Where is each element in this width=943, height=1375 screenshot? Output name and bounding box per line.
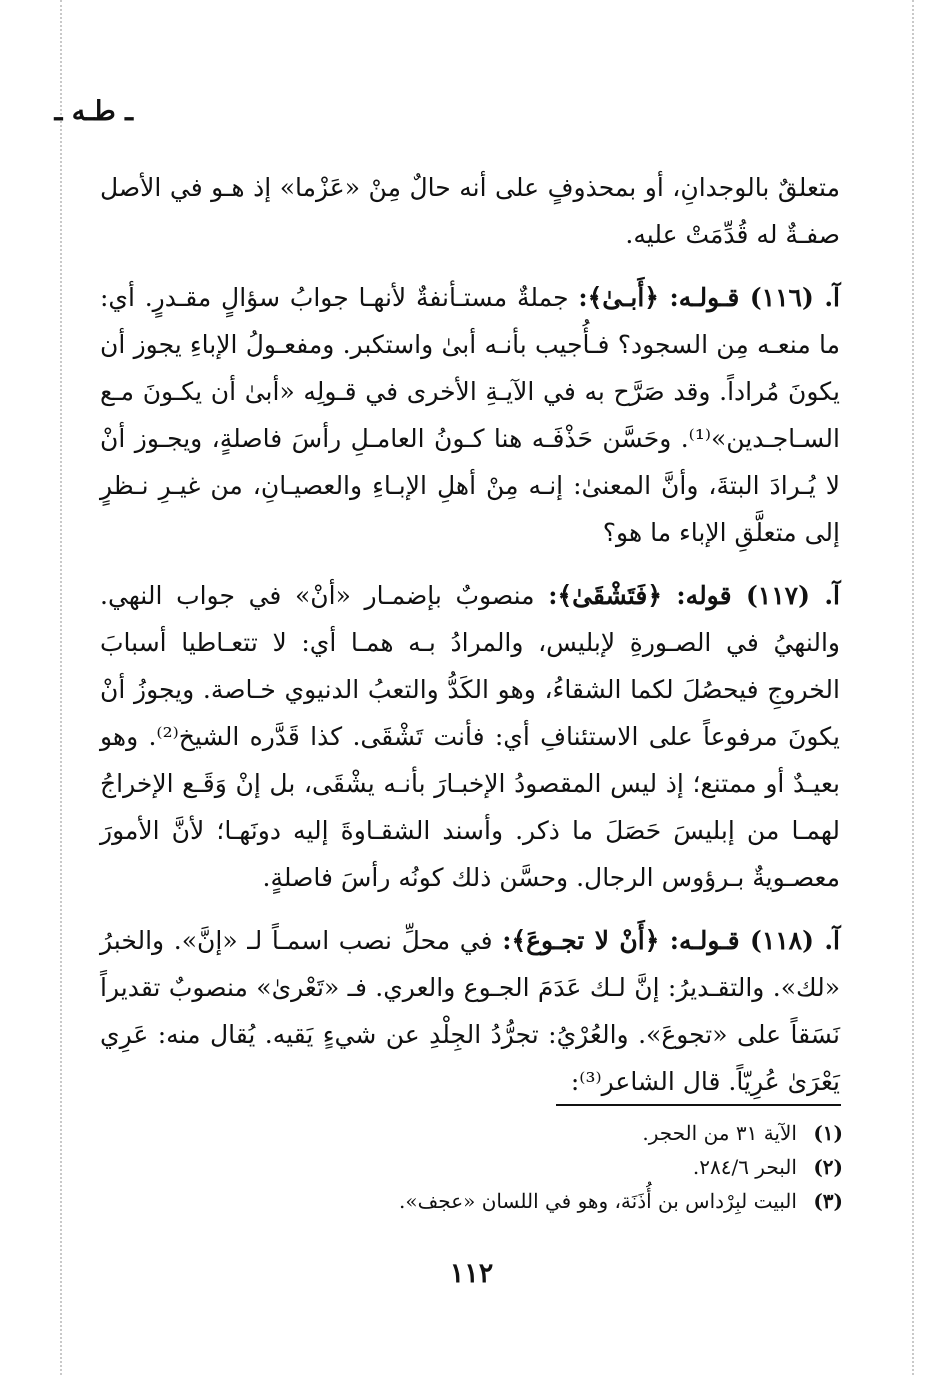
footnote-divider: [556, 1104, 841, 1106]
verse-heading: آ. (١١٦) قـولـه: ﴿أَبـىٰ﴾:: [578, 283, 841, 312]
paragraph-verse-116: [100, 274, 840, 556]
paragraph-verse-118: [100, 917, 840, 1105]
running-header: ـ طـه ـ: [54, 96, 133, 127]
footnote-item: [243, 1150, 843, 1184]
paragraph-text: جملةٌ مستـأنفةٌ لأنهـا جوابُ سؤالٍ مقـدرٍ. أي: ما منعـه مِن السجود؟ فـأُجيب بأنـه أبىٰ واستكبر. ومفعـولُ الإباءِ يجوز أن يكونَ مُراداً. وقد صَرَّح به في الآيـةِ الأخرى في قـولِه «أبىٰ أن يكـونَ مـع السـاجـدين»⁽¹⁾. وحَسَّن حَذْفَـه هنا كـونُ العامـلِ رأسَ فاصلةٍ، ويجـوز أنْ لا يُـرادَ البتةَ، وأنَّ المعنىٰ: إنـه مِنْ أهلِ الإبـاءِ والعصيـانِ، من غيـرِ نـظرٍ إلى متعلَّقِ الإباء ما هو؟: [100, 283, 840, 547]
paragraph-intro: [100, 164, 840, 258]
paragraph-verse-117: [100, 572, 840, 901]
footnote-number: (٣): [813, 1189, 843, 1213]
scan-edge-left: [60, 0, 62, 1375]
footnote-text: الآية ٣١ من الحجر.: [642, 1121, 797, 1145]
footnote-item: [243, 1116, 843, 1150]
footnote-text: البيت لبِرْداس بن أُذَنَة، وهو في اللسان «عجف».: [399, 1189, 797, 1213]
footnotes: [243, 1116, 843, 1218]
paragraph-text: متعلقٌ بالوجدانِ، أو بمحذوفٍ على أنه حالٌ مِنْ «عَزْما» إذ هـو في الأصل صفـةٌ له قُدِّمَتْ عليه.: [100, 173, 840, 249]
verse-heading: آ. (١١٨) قـولـه: ﴿أَنْ لا تجـوعَ﴾:: [502, 926, 840, 955]
footnote-number: (١): [813, 1121, 843, 1145]
scan-edge-right: [912, 0, 914, 1375]
main-text: [100, 164, 840, 1105]
page-number: ١١٢: [449, 1258, 494, 1289]
verse-heading: آ. (١١٧) قوله: ﴿فَتَشْقَىٰ﴾:: [548, 581, 840, 610]
paragraph-text: في محلِّ نصب اسمـاً لـ «إنَّ». والخبرُ «لك». والتقـديرُ: إنَّ لـك عَدَمَ الجـوع والعري. فـ «تَعْرىٰ» منصوبٌ تقديراً نَسَقاً على «تجوعَ». والعُرْيُ: تجرُّدُ الجِلْدِ عن شيءٍ يَقيه. يُقال منه: عَرِي يَعْرَىٰ عُرِيّاً. قال الشاعر⁽³⁾:: [100, 926, 840, 1096]
footnote-item: [243, 1184, 843, 1218]
footnote-number: (٢): [813, 1155, 843, 1179]
paragraph-text: منصوبٌ بإضمـار «أنْ» في جواب النهي. والنهيُ في الصـورةِ لإبليس، والمرادُ بـه همـا أي: لا تتعـاطيا أسبابَ الخروجِ فيحصُلَ لكما الشقاءُ، وهو الكَدُّ والتعبُ الدنيوي خـاصة. ويجوزُ أنْ يكونَ مرفوعاً على الاستئنافِ أي: فأنت تَشْقَى. كذا قَدَّره الشيخ⁽²⁾. وهو بعيـدٌ أو ممتنع؛ إذ ليس المقصودُ الإخبـارَ بأنـه يشْقَى، بل إنْ وَقَـع الإخراجُ لهمـا من إبليسَ حَصَلَ ما ذكر. وأسند الشقـاوةَ إليه دونَهـا؛ لأنَّ الأمورَ معصـويةٌ بـرؤوس الرجال. وحسَّن ذلك كونُه رأسَ فاصلةٍ.: [100, 581, 840, 892]
footnote-text: البحر ٢٨٤/٦.: [692, 1155, 797, 1179]
